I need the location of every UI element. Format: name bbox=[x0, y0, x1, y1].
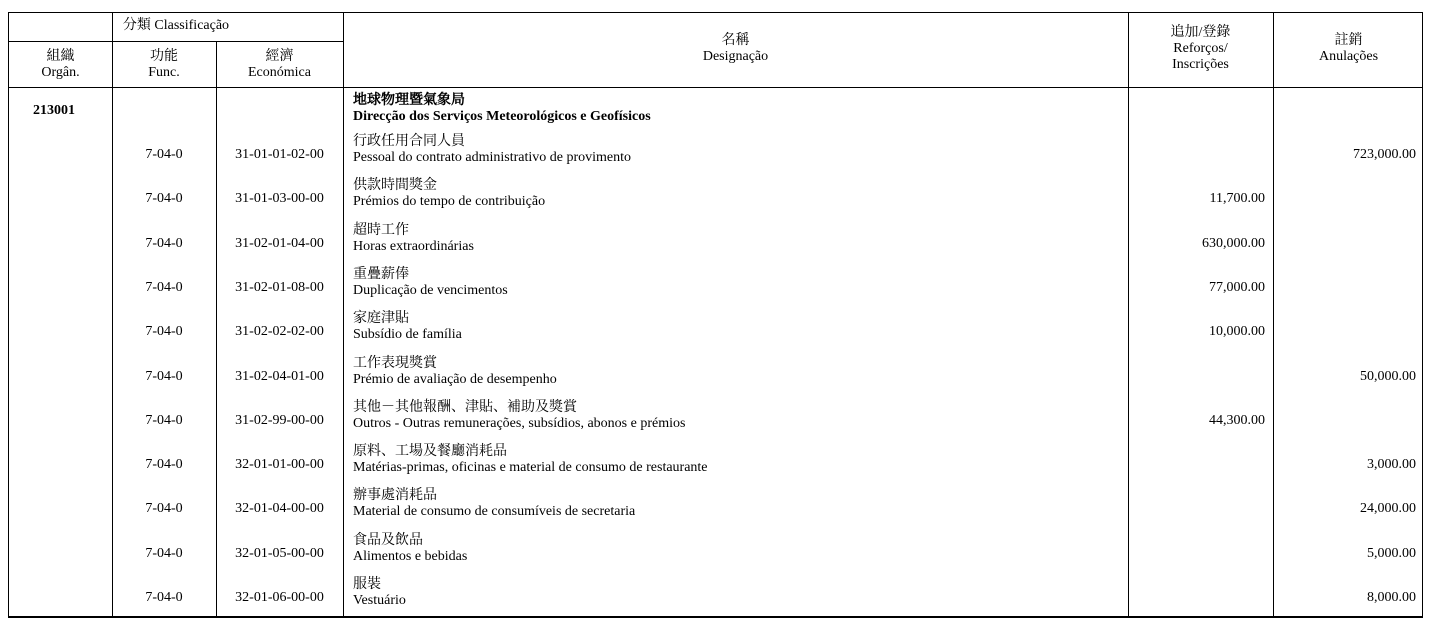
row-designation bbox=[353, 223, 474, 255]
row-designation bbox=[353, 444, 708, 476]
row-reinforcement-amount: 77,000.00 bbox=[1209, 279, 1265, 295]
row-designation-pt: Subsídio de família bbox=[353, 327, 462, 343]
row-econ-code: 32-01-01-00-00 bbox=[235, 457, 324, 473]
entity-code: 213001 bbox=[33, 103, 75, 118]
row-func-code: 7-04-0 bbox=[145, 501, 183, 517]
row-econ-code: 31-02-01-08-00 bbox=[235, 279, 324, 295]
row-econ-code: 32-01-04-00-00 bbox=[235, 501, 324, 517]
row-designation-pt: Pessoal do contrato administrativo de provimento bbox=[353, 150, 632, 165]
row-designation bbox=[353, 400, 685, 432]
row-func-code: 7-04-0 bbox=[145, 279, 183, 295]
row-designation-pt: Horas extraordinárias bbox=[353, 238, 474, 254]
row-econ-code: 31-01-01-02-00 bbox=[235, 147, 324, 162]
row-designation-pt: Alimentos e bebidas bbox=[353, 548, 468, 564]
header-reinforcements: 追加/登錄 Reforços/ Inscrições bbox=[1170, 25, 1231, 72]
row-func-code: 7-04-0 bbox=[145, 235, 183, 251]
row-econ-code: 31-01-03-00-00 bbox=[235, 191, 324, 207]
row-designation-zh: 供款時間獎金 bbox=[353, 178, 437, 194]
col-divider bbox=[1273, 13, 1274, 617]
row-designation-zh: 行政任用合同人員 bbox=[353, 134, 465, 149]
header-annulments: 註銷 Anulações bbox=[1318, 33, 1379, 64]
entity-name: 地球物理暨氣象局 Direcção dos Serviços Meteorológicos e Geofísicos bbox=[353, 93, 651, 124]
row-designation bbox=[353, 267, 508, 299]
row-designation-pt: Material de consumo de consumíveis de secretaria bbox=[353, 504, 636, 520]
row-designation bbox=[353, 178, 545, 210]
col-divider bbox=[112, 13, 113, 617]
row-designation-pt: Prémio de avaliação de desempenho bbox=[353, 371, 557, 387]
row-func-code: 7-04-0 bbox=[145, 324, 183, 340]
row-reinforcement-amount: 10,000.00 bbox=[1209, 324, 1265, 340]
row-econ-code: 32-01-05-00-00 bbox=[235, 545, 324, 561]
header-func: 功能 Func. bbox=[148, 49, 180, 80]
row-designation-zh: 食品及飲品 bbox=[353, 532, 423, 548]
row-annulment-amount: 723,000.00 bbox=[1353, 147, 1416, 162]
row-reinforcement-amount: 44,300.00 bbox=[1209, 412, 1265, 428]
row-designation bbox=[353, 134, 631, 166]
row-designation-zh: 原料、工場及餐廳消耗品 bbox=[353, 444, 507, 460]
col-divider bbox=[1128, 13, 1129, 617]
row-designation-pt: Outros - Outras remunerações, subsídios, abonos e prémios bbox=[353, 415, 686, 431]
row-designation-pt: Duplicação de vencimentos bbox=[353, 282, 508, 298]
row-func-code: 7-04-0 bbox=[145, 368, 183, 384]
header-classification: 分類 Classificação bbox=[122, 18, 230, 33]
row-annulment-amount: 50,000.00 bbox=[1360, 368, 1416, 384]
row-func-code: 7-04-0 bbox=[145, 191, 183, 207]
row-reinforcement-amount: 11,700.00 bbox=[1209, 191, 1265, 207]
header-divider bbox=[9, 87, 1422, 88]
row-designation-pt: Matérias-primas, oficinas e material de consumo de restaurante bbox=[353, 460, 708, 476]
row-econ-code: 32-01-06-00-00 bbox=[235, 590, 324, 605]
row-func-code: 7-04-0 bbox=[145, 412, 183, 428]
row-designation-zh: 重疊薪俸 bbox=[353, 266, 409, 282]
row-designation-pt: Prémios do tempo de contribuição bbox=[353, 194, 546, 210]
row-func-code: 7-04-0 bbox=[145, 545, 183, 561]
table-bottom-line bbox=[9, 616, 1422, 617]
row-designation-zh: 其他－其他報酬、津貼、補助及獎賞 bbox=[353, 399, 577, 415]
row-reinforcement-amount: 630,000.00 bbox=[1202, 235, 1265, 251]
row-designation-zh: 辦事處消耗品 bbox=[353, 488, 437, 504]
row-designation bbox=[353, 533, 467, 565]
row-econ-code: 31-02-01-04-00 bbox=[235, 235, 324, 251]
row-func-code: 7-04-0 bbox=[145, 457, 183, 473]
row-designation bbox=[353, 488, 635, 520]
header-designation: 名稱 Designação bbox=[702, 33, 769, 64]
row-annulment-amount: 8,000.00 bbox=[1367, 590, 1416, 605]
row-annulment-amount: 3,000.00 bbox=[1367, 457, 1416, 473]
header-organ: 組織 Orgân. bbox=[41, 49, 80, 80]
row-func-code: 7-04-0 bbox=[145, 590, 183, 605]
col-divider bbox=[343, 13, 344, 617]
row-designation bbox=[353, 356, 557, 388]
row-econ-code: 31-02-02-02-00 bbox=[235, 324, 324, 340]
classification-divider bbox=[9, 41, 343, 42]
row-designation-zh: 服裝 bbox=[353, 577, 381, 592]
budget-table bbox=[8, 12, 1423, 618]
row-econ-code: 31-02-99-00-00 bbox=[235, 412, 324, 428]
header-econ: 經濟 Económica bbox=[248, 49, 311, 80]
row-func-code: 7-04-0 bbox=[145, 147, 183, 162]
row-econ-code: 31-02-04-01-00 bbox=[235, 368, 324, 384]
row-annulment-amount: 24,000.00 bbox=[1360, 501, 1416, 517]
row-designation-pt: Vestuário bbox=[353, 593, 406, 608]
row-designation-zh: 家庭津貼 bbox=[353, 311, 409, 327]
row-designation-zh: 超時工作 bbox=[353, 222, 409, 238]
row-designation bbox=[353, 311, 462, 343]
row-designation bbox=[353, 577, 406, 609]
row-annulment-amount: 5,000.00 bbox=[1367, 545, 1416, 561]
row-designation-zh: 工作表現獎賞 bbox=[353, 355, 437, 371]
